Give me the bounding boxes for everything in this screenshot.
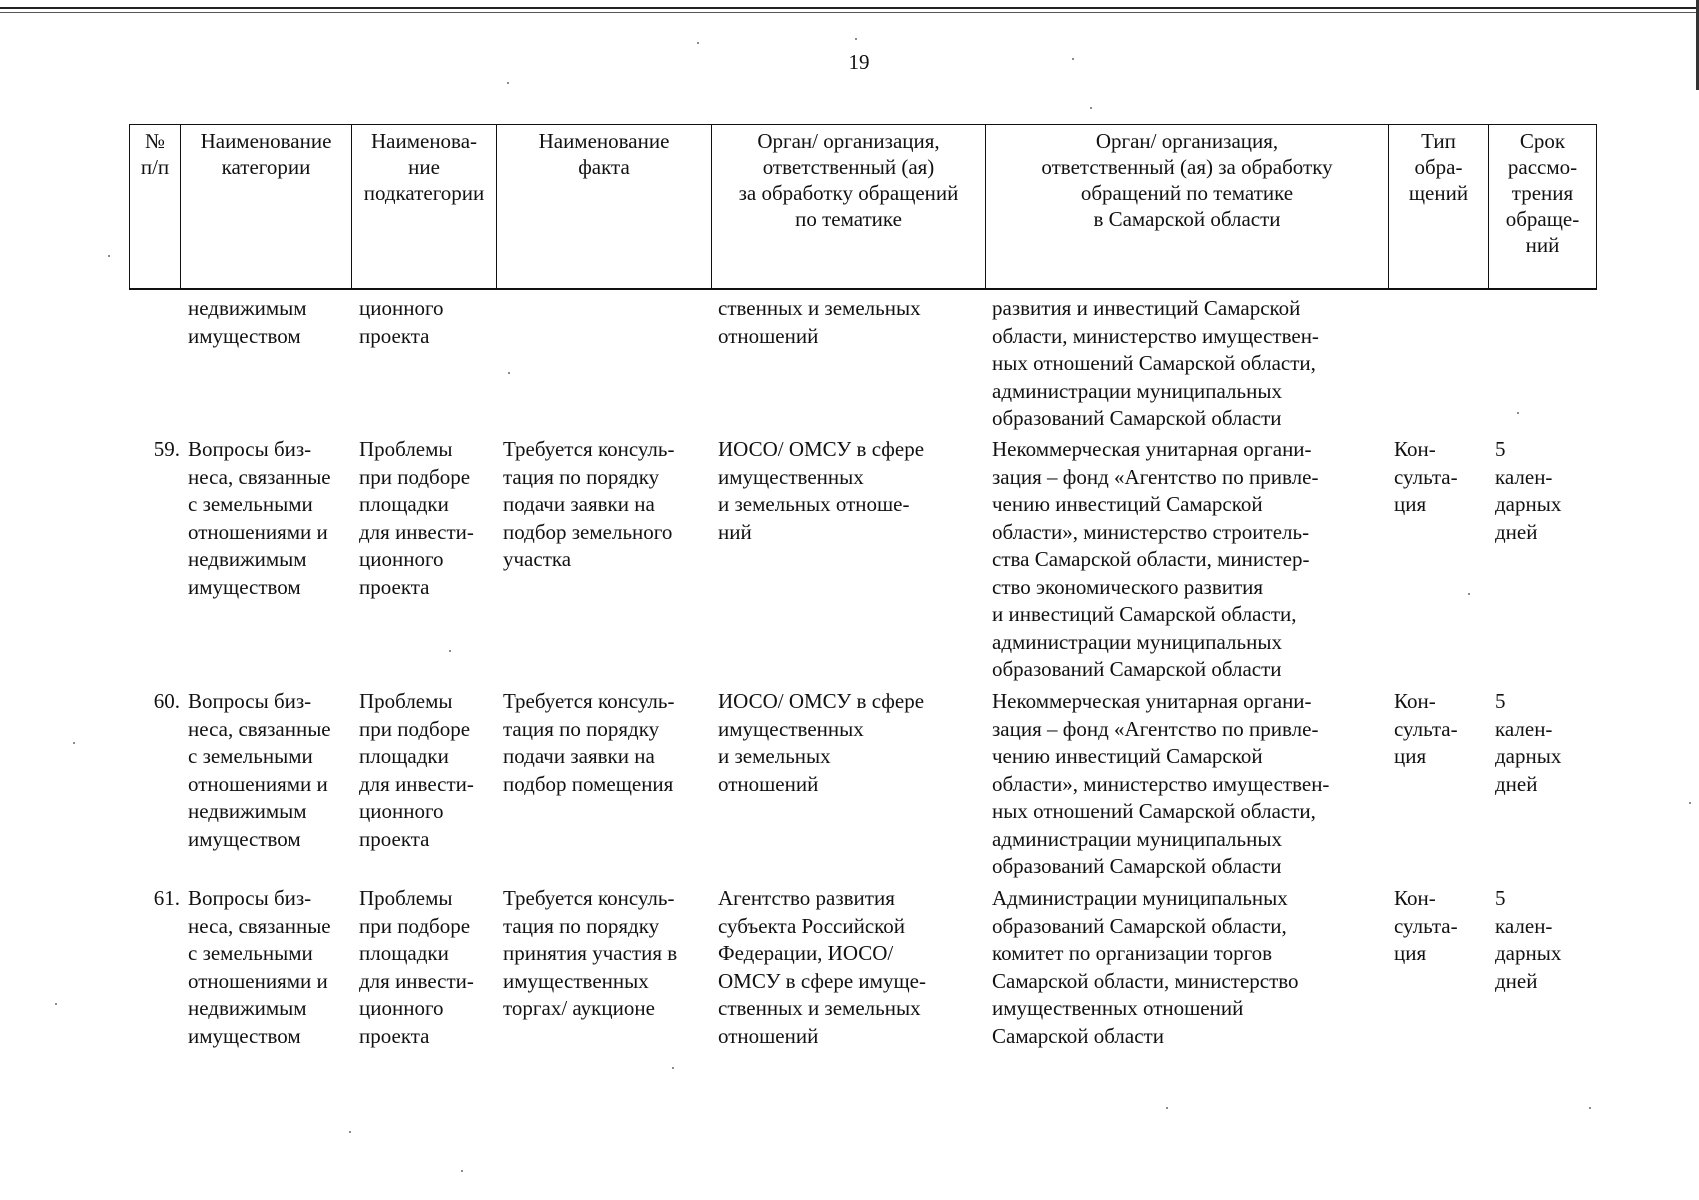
cell-line: отношений [718,771,819,796]
header-line: ние [408,155,440,179]
cell-line: для инвести- [359,771,474,796]
header-line: категории [221,155,311,179]
header-line: Орган/ организация, [757,129,940,153]
cell-line: ция [1394,744,1427,768]
cell-line: площадки [359,492,449,516]
cell-line: имущественных отношений [992,996,1244,1020]
cell-line: 5 [1495,437,1506,461]
type-cell [1394,885,1458,968]
header-line: ний [1525,233,1560,257]
cell-line: Требуется консуль- [503,886,675,910]
cell-line: ственных и земельных [718,296,921,320]
cell-line: с земельными [188,941,313,965]
cell-line: ства Самарской области, министер- [992,547,1310,571]
cell-line: 5 [1495,689,1506,713]
cell-line: дарных [1495,941,1562,965]
cell-line: образований Самарской области [992,406,1282,430]
cell-line: дней [1495,968,1538,993]
organ-cell [718,688,924,798]
type-cell [1394,688,1458,771]
cell-line: ИОСО/ ОМСУ в сфере [718,437,925,461]
cell-line: Кон- [1394,689,1436,713]
header-line: Наименова- [370,129,478,153]
cell-line: ИОСО/ ОМСУ в сфере [718,689,925,713]
cell-line: при подборе [359,716,471,741]
cell-line: отношениями и [188,771,328,796]
cell-line: области, министерство имуществен- [992,323,1319,348]
cell-line: комитет по организации торгов [992,941,1273,965]
cell-line: Кон- [1394,437,1436,461]
cell-line: площадки [359,941,449,965]
term-cell [1495,885,1561,995]
cell-line: неса, связанные [188,913,331,938]
cell-line: ство экономического развития [992,574,1264,599]
cell-line: при подборе [359,464,471,489]
header-line: Наименование [538,129,670,153]
cell-line: и земельных отноше- [718,492,910,516]
cell-line: ний [718,519,752,544]
organ-samara-cell [992,885,1299,1050]
top-rule [0,7,1699,9]
cell-line: чению инвестиций Самарской [992,744,1263,768]
header-line: Орган/ организация, [1095,129,1279,153]
cell-line: ционного [359,799,444,823]
organ-samara-cell [992,436,1318,684]
header-line: № [144,129,166,153]
cell-line: зация – фонд «Агентство по привле- [992,464,1319,489]
cell-line: Требуется консуль- [503,689,675,713]
cell-line: неса, связанные [188,716,331,741]
category-cell [188,436,331,601]
row-number: 59. [153,437,180,461]
header-line: п/п [140,155,170,179]
cell-line: сульта- [1394,913,1458,938]
cell-line: площадки [359,744,449,768]
header-line: подкатегории [363,181,485,205]
subcategory-cell [359,885,474,1050]
cell-line: Федерации, ИОСО/ [718,941,894,965]
cell-line: Требуется консуль- [503,437,675,461]
cell-line: недвижимым [188,996,307,1020]
top-rule-thin [0,12,1699,13]
subcategory-cell [359,436,474,601]
cell-line: для инвести- [359,519,474,544]
cell-line: проекта [359,323,430,348]
cell-line: кален- [1495,913,1553,938]
row-number: 60. [153,689,180,713]
cell-line: ционного [359,547,444,571]
cell-line: отношениями и [188,519,328,544]
cell-line: администрации муниципальных [992,378,1282,403]
header-line: по тематике [795,207,902,231]
cell-line: Некоммерческая унитарная органи- [992,689,1312,713]
cell-line: 5 [1495,886,1506,910]
cell-line: образований Самарской области [992,657,1282,681]
header-col-term [1489,125,1597,290]
header-line: обращений по тематике [1080,181,1294,205]
organ-samara-cell [992,295,1319,433]
cell-line: подачи заявки на [503,744,655,768]
cell-line: кален- [1495,464,1553,489]
category-cell [188,885,331,1050]
header-col-subcategory [352,125,497,290]
subcategory-cell [359,688,474,853]
cell-line: недвижимым [188,547,307,571]
cell-line: имуществом [188,574,301,599]
header-line: обраще- [1505,207,1580,231]
cell-line: развития и инвестиций Самарской [992,296,1301,320]
cell-line: кален- [1495,716,1553,741]
cell-line: имущественных [718,716,864,741]
cell-line: тация по порядку [503,464,660,489]
cell-line: дней [1495,771,1538,796]
category-cell [188,688,331,853]
header-line: рассмо- [1507,155,1578,179]
organ-samara-cell [992,688,1329,881]
header-line: трения [1511,181,1574,205]
cell-line: проекта [359,1023,430,1048]
cell-line: ция [1394,492,1427,516]
cell-line: Вопросы биз- [188,437,312,461]
organ-cell [718,295,921,350]
cell-line: принятия участия в [503,941,678,965]
cell-line: участка [503,547,572,571]
cell-line: при подборе [359,913,471,938]
cell-line: Проблемы [359,689,453,713]
fact-cell [503,885,677,1023]
header-col-category [181,125,352,290]
cell-line: Самарской области [992,1023,1164,1048]
cell-line: сульта- [1394,464,1458,489]
cell-line: торгах/ аукционе [503,996,655,1020]
header-line: факта [578,155,630,179]
cell-line: проекта [359,826,430,851]
cell-line: сульта- [1394,716,1458,741]
cell-line: подбор помещения [503,771,674,796]
fact-cell [503,688,675,798]
cell-line: имуществом [188,826,301,851]
cell-line: ционного [359,296,444,320]
cell-line: подачи заявки на [503,492,655,516]
header-col-organ [712,125,986,290]
cell-line: Вопросы биз- [188,886,312,910]
cell-line: области», министерство имуществен- [992,771,1330,796]
cell-line: чению инвестиций Самарской [992,492,1263,516]
cell-line: дарных [1495,744,1562,768]
cell-line: с земельными [188,492,313,516]
cell-line: ция [1394,941,1427,965]
cell-line: проекта [359,574,430,599]
cell-line: администрации муниципальных [992,629,1282,654]
cell-line: отношениями и [188,968,328,993]
header-col-organ-samara [986,125,1389,290]
header-line: за обработку обращений [738,181,959,205]
cell-line: имущественных [503,968,649,993]
cell-line: образований Самарской области [992,854,1282,878]
cell-line: ных отношений Самарской области, [992,351,1316,375]
term-cell [1495,688,1561,798]
cell-line: образований Самарской области, [992,913,1287,938]
header-line: ответственный (ая) [762,155,935,179]
cell-line: имуществом [188,323,301,348]
header-line: щений [1408,181,1469,205]
table-header [129,124,1597,290]
cell-line: дней [1495,519,1538,544]
cell-line: Самарской области, министерство [992,968,1299,993]
cell-line: и земельных [718,744,831,768]
header-col-type [1389,125,1489,290]
cell-line: отношений [718,323,819,348]
cell-line: Проблемы [359,886,453,910]
cell-line: недвижимым [188,799,307,823]
cell-line: ных отношений Самарской области, [992,799,1316,823]
cell-line: Кон- [1394,886,1436,910]
header-line: ответственный (ая) за обработку [1041,155,1333,179]
header-col-number [130,125,181,290]
cell-line: Администрации муниципальных [992,886,1288,910]
cell-line: для инвести- [359,968,474,993]
cell-line: Некоммерческая унитарная органи- [992,437,1312,461]
subcategory-cell [359,295,444,350]
cell-line: недвижимым [188,296,307,320]
header-col-fact [497,125,712,290]
cell-line: имуществом [188,1023,301,1048]
fact-cell [503,436,675,574]
cell-line: области», министерство строитель- [992,519,1310,544]
category-cell [188,295,307,350]
cell-line: тация по порядку [503,913,660,938]
cell-line: имущественных [718,464,864,489]
header-line: Наименование [200,129,332,153]
cell-line: администрации муниципальных [992,826,1282,851]
term-cell [1495,436,1561,546]
cell-line: зация – фонд «Агентство по привле- [992,716,1319,741]
cell-line: дарных [1495,492,1562,516]
cell-line: отношений [718,1023,819,1048]
cell-line: субъекта Российской [718,913,906,938]
cell-line: ственных и земельных [718,996,921,1020]
cell-line: ционного [359,996,444,1020]
cell-line: Проблемы [359,437,453,461]
organ-cell [718,436,924,546]
cell-line: ОМСУ в сфере имуще- [718,968,926,993]
page-number: 19 [848,50,870,74]
cell-line: неса, связанные [188,464,331,489]
cell-line: тация по порядку [503,716,660,741]
type-cell [1394,436,1458,519]
header-line: Тип [1421,129,1456,153]
cell-line: Агентство развития [718,886,895,910]
header-line: в Самарской области [1093,207,1281,231]
cell-line: с земельными [188,744,313,768]
header-line: обра- [1414,155,1463,179]
cell-line: и инвестиций Самарской области, [992,602,1297,626]
cell-line: подбор земельного [503,519,673,544]
organ-cell [718,885,926,1050]
header-line: Срок [1519,129,1566,153]
cell-line: Вопросы биз- [188,689,312,713]
row-number: 61. [153,886,180,910]
